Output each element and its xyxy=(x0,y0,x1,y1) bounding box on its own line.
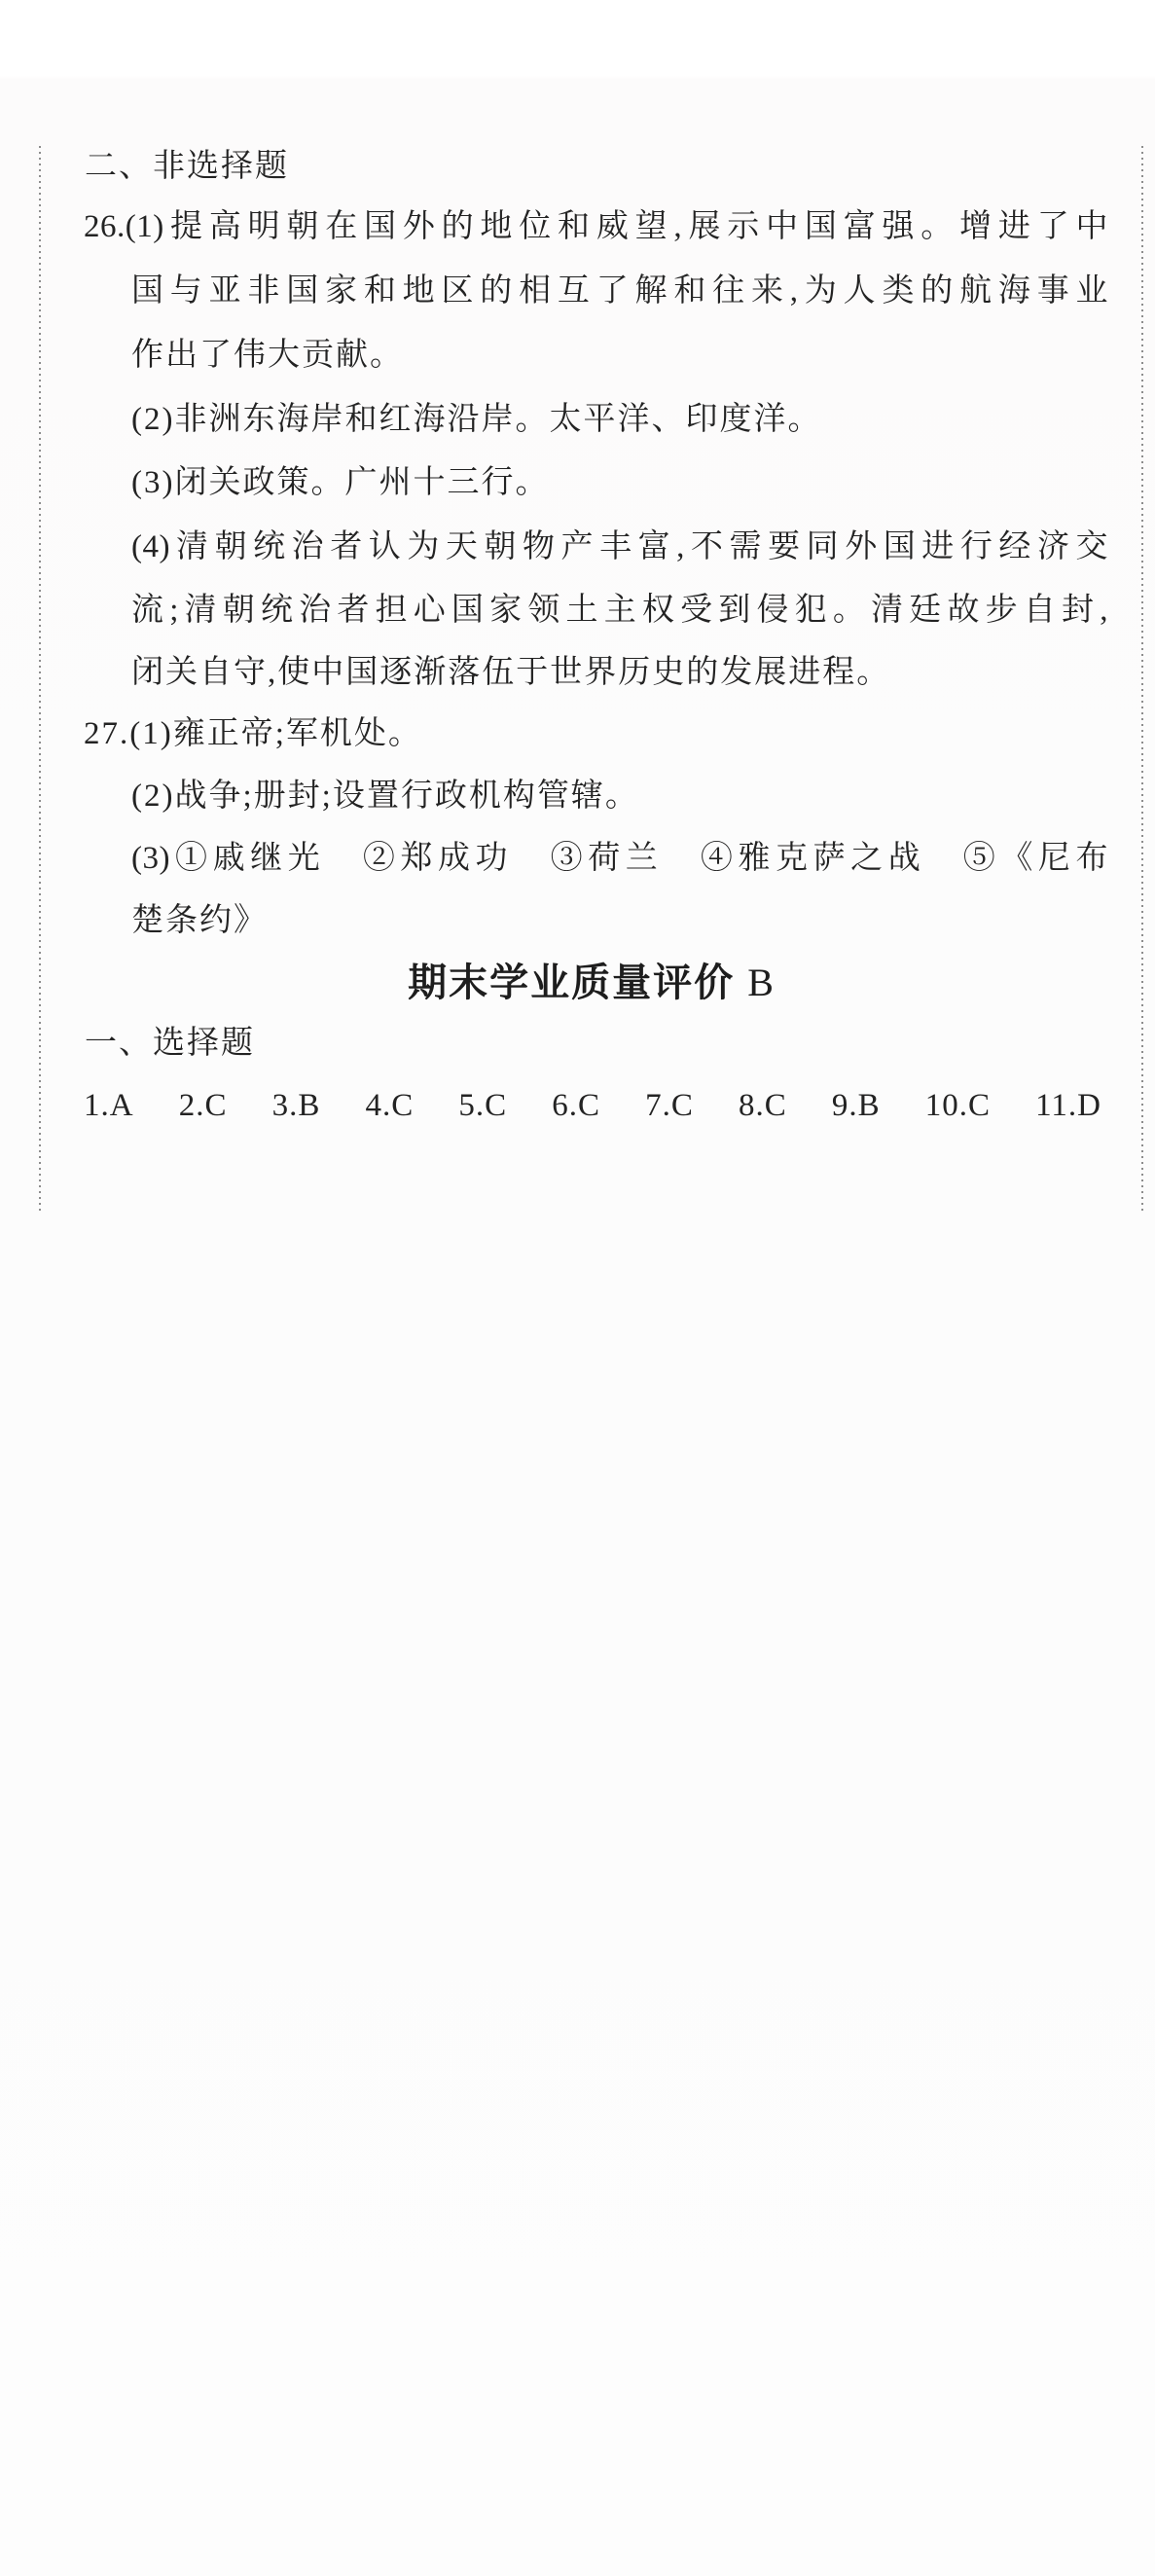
exam-b-title-zh: 期末学业质量评价 xyxy=(408,961,736,1004)
answer-item: 1.A xyxy=(84,1088,134,1123)
answer-item: 4.C xyxy=(365,1088,415,1123)
answer-item: 11.D xyxy=(1035,1088,1101,1123)
answer-item: 3.B xyxy=(271,1088,321,1123)
answer-item: 9.B xyxy=(831,1088,881,1123)
q27-part3-line2: 楚条约》 xyxy=(131,903,268,938)
q26-part4-line3: 闭关自守,使中国逐渐落伍于世界历史的发展进程。 xyxy=(131,655,891,690)
answer-item: 2.C xyxy=(178,1088,228,1123)
q26-part1-line3: 作出了伟大贡献。 xyxy=(131,338,404,373)
q26-part1-line1: 26.(1)提高明朝在国外的地位和威望,展示中国富强。增进了中 xyxy=(84,209,1108,244)
left-dashed-crop-line xyxy=(39,146,41,1212)
q27-part3-line1: (3)①戚继光 ②郑成功 ③荷兰 ④雅克萨之战 ⑤《尼布 xyxy=(131,841,1108,876)
q26-part4-line1: (4)清朝统治者认为天朝物产丰富,不需要同外国进行经济交 xyxy=(131,529,1108,564)
q27-part1: 27.(1)雍正帝;军机处。 xyxy=(84,716,422,751)
answer-item: 8.C xyxy=(738,1088,787,1123)
section-heading-non-choice: 二、非选择题 xyxy=(85,149,289,184)
q27-part2: (2)战争;册封;设置行政机构管辖。 xyxy=(131,779,639,814)
answer-item: 5.C xyxy=(458,1088,508,1123)
right-dashed-crop-line xyxy=(1141,146,1143,1212)
q26-part4-line2: 流;清朝统治者担心国家领土主权受到侵犯。清廷故步自封, xyxy=(131,593,1108,628)
answer-item: 6.C xyxy=(552,1088,600,1123)
section-heading-choice: 一、选择题 xyxy=(85,1026,255,1061)
answer-item: 10.C xyxy=(924,1088,991,1123)
exam-b-title xyxy=(39,949,1142,1017)
choice-answer-key-row xyxy=(84,1074,1101,1138)
answer-item: 7.C xyxy=(645,1088,694,1123)
q26-part3: (3)闭关政策。广州十三行。 xyxy=(131,465,550,500)
q26-part1-line2: 国与亚非国家和地区的相互了解和往来,为人类的航海事业 xyxy=(131,273,1108,308)
q26-part2: (2)非洲东海岸和红海沿岸。太平洋、印度洋。 xyxy=(131,402,822,437)
exam-b-title-suffix: B xyxy=(747,961,774,1004)
